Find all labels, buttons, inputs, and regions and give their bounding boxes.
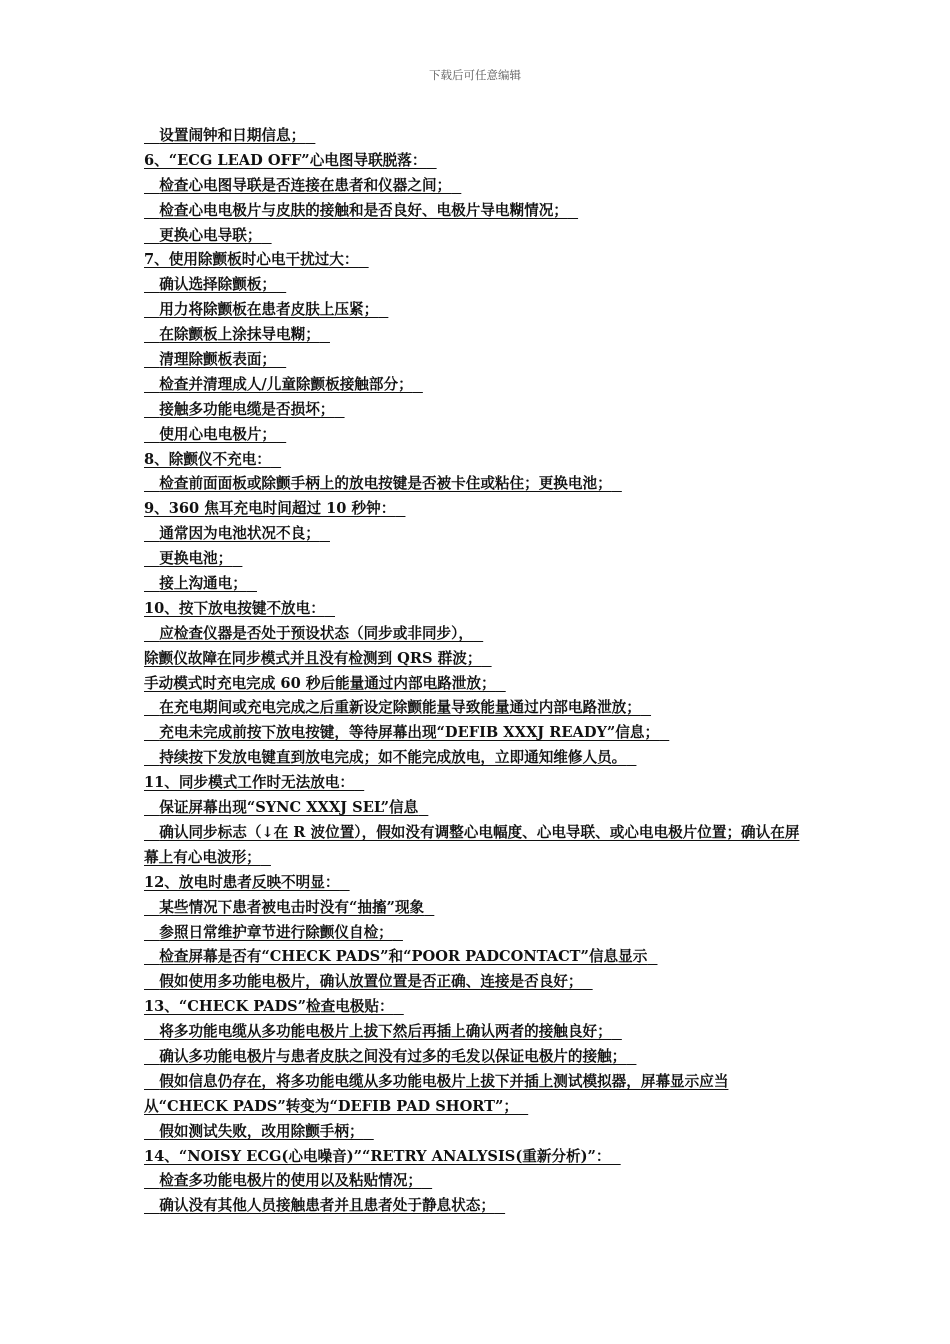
line-text: 通常因为电池状况不良； bbox=[159, 525, 320, 543]
line-text: 7、使用除颤板时心电干扰过大： bbox=[144, 251, 359, 269]
document-line bbox=[144, 423, 808, 448]
line-text: 在充电期间或充电完成之后重新设定除颤能量导致能量通过内部电路泄放； bbox=[159, 699, 641, 717]
line-text: 14、“NOISY ECG(心电噪音)”“RETRY ANALYSIS(重新分析)”： bbox=[144, 1147, 611, 1165]
section-heading bbox=[144, 871, 808, 896]
document-line bbox=[144, 348, 808, 373]
section-heading bbox=[144, 248, 808, 273]
line-text: 设置闹钟和日期信息； bbox=[159, 127, 306, 144]
line-text: 检查屏幕是否有“CHECK PADS”和“POOR PADCONTACT”信息显示 bbox=[159, 948, 648, 966]
line-text: 更换心电导联； bbox=[159, 226, 262, 244]
line-text: 假如测试失败，改用除颤手柄； bbox=[159, 1122, 364, 1140]
document-line bbox=[144, 472, 808, 497]
line-text: 清理除颤板表面； bbox=[159, 351, 277, 369]
document-line bbox=[144, 970, 808, 995]
line-text: 参照日常维护章节进行除颤仪自检； bbox=[159, 923, 393, 941]
line-text: 更换电池； bbox=[159, 550, 233, 568]
document-line bbox=[144, 896, 808, 921]
line-text: 确认选择除颤板； bbox=[159, 276, 277, 294]
line-text: 6、“ECG LEAD OFF”心电图导联脱落： bbox=[144, 151, 427, 169]
section-heading bbox=[144, 497, 808, 522]
document-line bbox=[144, 721, 808, 746]
line-text: 在除颤板上涂抹导电糊； bbox=[159, 326, 320, 344]
document-line bbox=[144, 1194, 808, 1219]
line-text: 应检查仪器是否处于预设状态（同步或非同步）， bbox=[159, 624, 474, 642]
document-line bbox=[144, 398, 808, 423]
line-text: 确认多功能电极片与患者皮肤之间没有过多的毛发以保证电极片的接触； bbox=[159, 1047, 627, 1065]
line-text: 检查并清理成人/儿童除颤板接触部分； bbox=[159, 375, 413, 393]
line-text: 12、放电时患者反映不明显： bbox=[144, 873, 340, 891]
line-text: 使用心电电极片； bbox=[159, 425, 277, 443]
document-line bbox=[144, 373, 808, 398]
document-line bbox=[144, 323, 808, 348]
line-text: 假如信息仍存在，将多功能电缆从多功能电极片上拔下并插上测试模拟器，屏幕显示应当从“CHECK PADS”转变为“DEFIB PAD SHORT”； bbox=[144, 1072, 729, 1115]
line-text: 除颤仪故障在同步模式并且没有检测到 QRS 群波； bbox=[144, 649, 482, 667]
line-text: 10、按下放电按键不放电： bbox=[144, 599, 325, 617]
document-line bbox=[144, 273, 808, 298]
section-heading bbox=[144, 149, 808, 174]
line-text: 接上沟通电； bbox=[159, 575, 247, 593]
document-line bbox=[144, 224, 808, 249]
document-line bbox=[144, 1020, 808, 1045]
document-line bbox=[144, 1045, 808, 1070]
line-text: 确认同步标志（↓在 R 波位置），假如没有调整心电幅度、心电导联、或心电电极片位置；确认在屏幕上有心电波形； bbox=[144, 823, 800, 866]
document-line bbox=[144, 1120, 808, 1145]
section-heading bbox=[144, 1145, 808, 1170]
document-line bbox=[144, 124, 808, 149]
section-heading bbox=[144, 597, 808, 622]
section-heading bbox=[144, 995, 808, 1020]
line-text: 手动模式时充电完成 60 秒后能量通过内部电路泄放； bbox=[144, 674, 496, 692]
line-text: 持续按下发放电键直到放电完成；如不能完成放电，立即通知维修人员。 bbox=[159, 749, 627, 767]
line-text: 保证屏幕出现“SYNC XXXJ SEL”信息 bbox=[159, 799, 419, 817]
document-line bbox=[144, 199, 808, 224]
document-line bbox=[144, 174, 808, 199]
line-text: 检查前面面板或除颤手柄上的放电按键是否被卡住或粘住；更换电池； bbox=[159, 475, 612, 493]
page-header-note: 下载后可任意编辑 bbox=[429, 68, 521, 82]
section-heading bbox=[144, 672, 808, 697]
document-line bbox=[144, 945, 808, 970]
line-text: 8、除颤仪不充电： bbox=[144, 450, 271, 468]
document-line bbox=[144, 746, 808, 771]
document-line bbox=[144, 1169, 808, 1194]
section-heading bbox=[144, 647, 808, 672]
document-line bbox=[144, 622, 808, 647]
line-text: 检查心电电极片与皮肤的接触和是否良好、电极片导电糊情况； bbox=[159, 201, 568, 219]
line-text: 11、同步模式工作时无法放电： bbox=[144, 774, 355, 792]
document-line bbox=[144, 522, 808, 547]
section-heading bbox=[144, 771, 808, 796]
line-text: 假如使用多功能电极片，确认放置位置是否正确、连接是否良好； bbox=[159, 973, 583, 991]
document-line bbox=[144, 821, 808, 871]
line-text: 13、“CHECK PADS”检查电极贴： bbox=[144, 998, 394, 1016]
line-text: 接触多功能电缆是否损坏； bbox=[159, 400, 335, 418]
line-text: 某些情况下患者被电击时没有“抽搐”现象 bbox=[159, 898, 425, 916]
document-body bbox=[144, 124, 808, 1219]
line-text: 充电未完成前按下放电按键，等待屏幕出现“DEFIB XXXJ READY”信息； bbox=[159, 724, 660, 742]
document-line bbox=[144, 1070, 808, 1120]
line-text: 用力将除颤板在患者皮肤上压紧； bbox=[159, 301, 379, 319]
line-text: 检查心电图导联是否连接在患者和仪器之间； bbox=[159, 176, 452, 194]
document-line bbox=[144, 696, 808, 721]
document-line bbox=[144, 572, 808, 597]
document-line bbox=[144, 921, 808, 946]
line-text: 确认没有其他人员接触患者并且患者处于静息状态； bbox=[159, 1197, 495, 1215]
line-text: 检查多功能电极片的使用以及粘贴情况； bbox=[159, 1172, 422, 1190]
document-line bbox=[144, 298, 808, 323]
document-line bbox=[144, 796, 808, 821]
line-text: 将多功能电缆从多功能电极片上拔下然后再插上确认两者的接触良好； bbox=[159, 1023, 612, 1041]
document-line bbox=[144, 547, 808, 572]
section-heading bbox=[144, 448, 808, 473]
line-text: 9、360 焦耳充电时间超过 10 秒钟： bbox=[144, 500, 396, 518]
